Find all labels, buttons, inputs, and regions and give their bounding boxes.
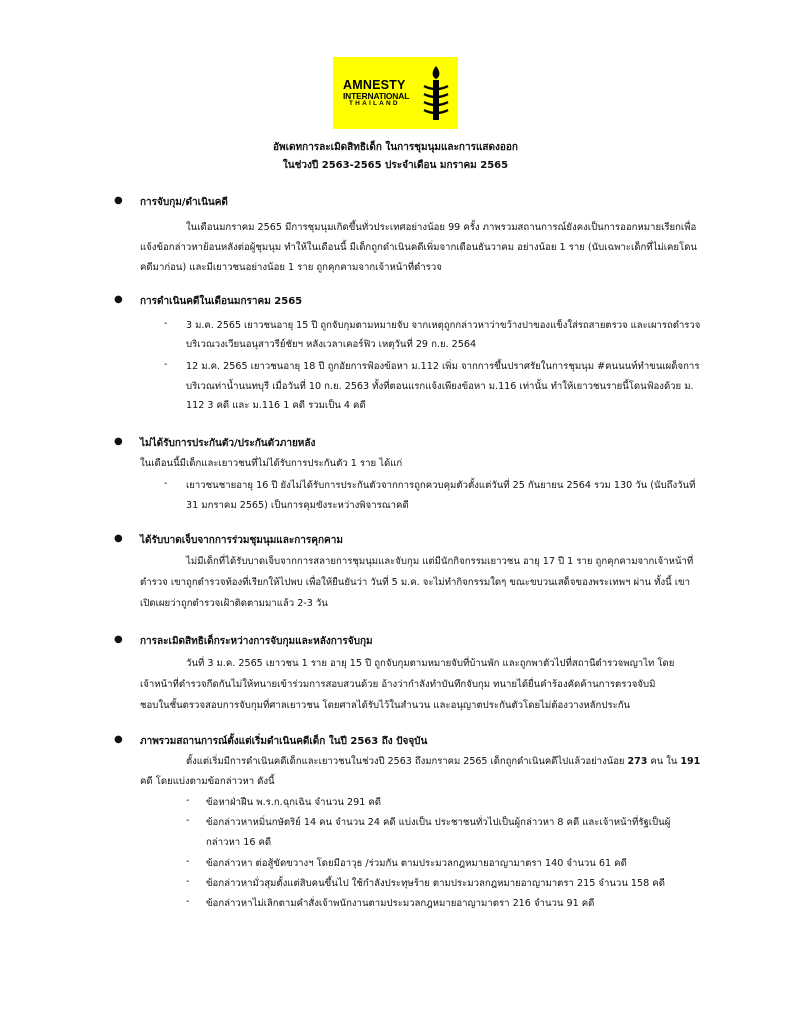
section-heading: ได้รับบาดเจ็บจากการร่วมชุมนุมและการคุกคาม xyxy=(140,535,343,546)
paragraph-line: เปิดเผยว่าถูกตำรวจเฝ้าติดตามมาแล้ว 2-3 วัน xyxy=(140,598,328,609)
section-heading: การจับกุม/ดำเนินคดี xyxy=(140,197,228,208)
list-item-line: ข้อกล่าวหาหมิ่นกษัตริย์ 14 คน จำนวน 24 คดี แบ่งเป็น ประชาชนทั่วไปเป็นผู้กล่าวหา 8 คดี และเจ้าหน้าที่รัฐเป็นผู้ xyxy=(206,817,671,828)
section-heading: ไม่ได้รับการประกันตัว/ประกันตัวภายหลัง xyxy=(140,438,316,449)
paragraph-line: คดีมาก่อน) และมีเยาวชนอย่างน้อย 1 ราย ถูกคุกคามจากเจ้าหน้าที่ตำรวจ xyxy=(140,262,442,273)
paragraph-line: วันที่ 3 ม.ค. 2565 เยาวชน 1 ราย อายุ 15 ปี ถูกจับกุมตามหมายจับที่บ้านพัก และถูกพาตัวไปที่สถานีตำรวจพญาไท โดย xyxy=(186,658,675,669)
dash-bullet: - xyxy=(164,318,168,329)
dash-bullet: - xyxy=(186,876,190,887)
paragraph-line: ในเดือนมกราคม 2565 มีการชุมนุมเกิดขึ้นทั่วประเทศอย่างน้อย 99 ครั้ง ภาพรวมสถานการณ์ยังคงเป็นการออกหมายเรียกเพื่อ xyxy=(186,222,697,233)
list-item-line: ข้อหาฝ่าฝืน พ.ร.ก.ฉุกเฉิน จำนวน 291 คดี xyxy=(206,797,382,808)
list-item-line: เยาวชนชายอายุ 16 ปี ยังไม่ได้รับการประกันตัวจากการถูกควบคุมตัวตั้งแต่วันที่ 25 กันยายน 2564 รวม 130 วัน (นับถึงวันที่ xyxy=(186,480,696,491)
dash-bullet: - xyxy=(186,856,190,867)
list-item-line: บริเวณท่าน้ำนนทบุรี เมื่อวันที่ 10 ก.ย. 2563 ทั้งที่ตอนแรกแจ้งเพียงข้อหา ม.116 เท่านั้น ทำให้เยาวชนรายนี้โดนฟ้องด้วย ม. xyxy=(186,381,694,392)
section-heading: ภาพรวมสถานการณ์ตั้งแต่เริ่มดำเนินคดีเด็ก ในปี 2563 ถึง ปัจจุบัน xyxy=(140,736,428,747)
logo-line-thailand: THAILAND xyxy=(349,99,400,107)
paragraph-line: เจ้าหน้าที่ตำรวจกีดกันไม่ให้ทนายเข้าร่วมการสอบสวนด้วย อ้างว่ากำลังทำบันทึกจับกุม ทนายได้ยื่นคำร้องคัดค้านการตรวจจับมิ xyxy=(140,679,656,690)
bullet: ● xyxy=(114,436,123,447)
text-segment: ตั้งแต่เริ่มมีการดำเนินคดีเด็กและเยาวชนในช่วงปี 2563 ถึงมกราคม 2565 เด็กถูกดำเนินคดีไปแล้วอย่างน้อย xyxy=(186,756,628,767)
section-heading: การละเมิดสิทธิเด็กระหว่างการจับกุมและหลังการจับกุม xyxy=(140,636,373,647)
amnesty-logo xyxy=(333,57,458,129)
dash-bullet: - xyxy=(186,896,190,907)
children-count: 273 xyxy=(627,756,648,767)
paragraph-line: ชอบในชั้นตรวจสอบการจับกุมที่ศาลเยาวชน โดยศาลได้รับไว้ในสำนวน และอนุญาตประกันตัวโดยไม่ต้องวางหลักประกัน xyxy=(140,700,631,711)
list-item-line: 31 มกราคม 2565) เป็นการคุมขังระหว่างพิจารณาคดี xyxy=(186,500,409,511)
logo-wordmark xyxy=(343,79,409,108)
section-heading: การดำเนินคดีในเดือนมกราคม 2565 xyxy=(140,296,303,307)
page-title: อัพเดทการละเมิดสิทธิเด็ก ในการชุมนุมและการแสดงออก xyxy=(273,142,518,153)
list-item-line: กล่าวหา 16 คดี xyxy=(206,837,272,848)
list-item-line: ข้อกล่าวหามั่วสุมตั้งแต่สิบคนขึ้นไป ใช้กำลังประทุษร้าย ตามประมวลกฎหมายอาญามาตรา 215 จำนวน 158 คดี xyxy=(206,878,665,889)
candle-icon xyxy=(421,64,451,122)
list-item-line: ข้อกล่าวหา ต่อสู้ขัดขวางฯ โดยมีอาวุธ /ร่วมกัน ตามประมวลกฎหมายอาญามาตรา 140 จำนวน 61 คดี xyxy=(206,858,627,869)
bullet: ● xyxy=(114,634,123,645)
bullet: ● xyxy=(114,294,123,305)
paragraph-line: ในเดือนนี้มีเด็กและเยาวชนที่ไม่ได้รับการประกันตัว 1 ราย ได้แก่ xyxy=(140,458,403,469)
logo-line-amnesty: AMNESTY xyxy=(343,77,406,92)
dash-bullet: - xyxy=(164,478,168,489)
bullet: ● xyxy=(114,734,123,745)
list-item-line: ข้อกล่าวหาไม่เลิกตามคำสั่งเจ้าพนักงานตามประมวลกฎหมายอาญามาตรา 216 จำนวน 91 คดี xyxy=(206,898,595,909)
paragraph-line: ไม่มีเด็กที่ได้รับบาดเจ็บจากการสลายการชุมนุมและจับกุม แต่มีนักกิจกรรมเยาวชน อายุ 17 ปี 1 ราย ถูกคุกคามจากเจ้าหน้าที่ xyxy=(186,556,694,567)
paragraph-line: คดี โดยแบ่งตามข้อกล่าวหา ดังนี้ xyxy=(140,776,275,787)
list-item-line: 12 ม.ค. 2565 เยาวชนอายุ 18 ปี ถูกอัยการฟ้องข้อหา ม.112 เพิ่ม จากการขึ้นปราศรัยในการชุมนุม #คนนนท์ทำขนเผด็จการ xyxy=(186,361,700,372)
paragraph-line: แจ้งข้อกล่าวหาย้อนหลังต่อผู้ชุมนุม ทำให้ในเดือนนี้ มีเด็กถูกดำเนินคดีเพิ่มจากเดือนธันวาคม อย่างน้อย 1 ราย (นับเฉพาะเด็กที่ไม่เคยโดน xyxy=(140,242,697,253)
list-item-line: 3 ม.ค. 2565 เยาวชนอายุ 15 ปี ถูกจับกุมตามหมายจับ จากเหตุถูกกล่าวหาว่าขว้างปาของแข็งใส่รถสายตรวจ และเผารถตำรวจ xyxy=(186,320,701,331)
logo-line-international: INTERNATIONAL xyxy=(343,90,410,101)
dash-bullet: - xyxy=(186,795,190,806)
list-item-line: บริเวณวงเวียนอนุสาวรีย์ชัยฯ หลังเวลาเคอร์ฟิว เหตุวันที่ 29 ก.ย. 2564 xyxy=(186,339,477,350)
bullet: ● xyxy=(114,533,123,544)
list-item-line: 112 3 คดี และ ม.116 1 คดี รวมเป็น 4 คดี xyxy=(186,400,366,411)
page-subtitle: ในช่วงปี 2563-2565 ประจำเดือน มกราคม 2565 xyxy=(282,160,509,171)
bullet: ● xyxy=(114,195,123,206)
dash-bullet: - xyxy=(186,815,190,826)
dash-bullet: - xyxy=(164,359,168,370)
paragraph-line: ตำรวจ เขาถูกตำรวจท้องที่เรียกให้ไปพบ เพื่อให้ยืนยันว่า วันที่ 5 ม.ค. จะไม่ทำกิจกรรมใดๆ ขณะขบวนเสด็จของพระเทพฯ ผ่าน ทั้งนี้ เขา xyxy=(140,577,690,588)
paragraph-line xyxy=(186,754,700,769)
text-segment: คน ใน xyxy=(647,756,681,767)
cases-count: 191 xyxy=(680,756,701,767)
